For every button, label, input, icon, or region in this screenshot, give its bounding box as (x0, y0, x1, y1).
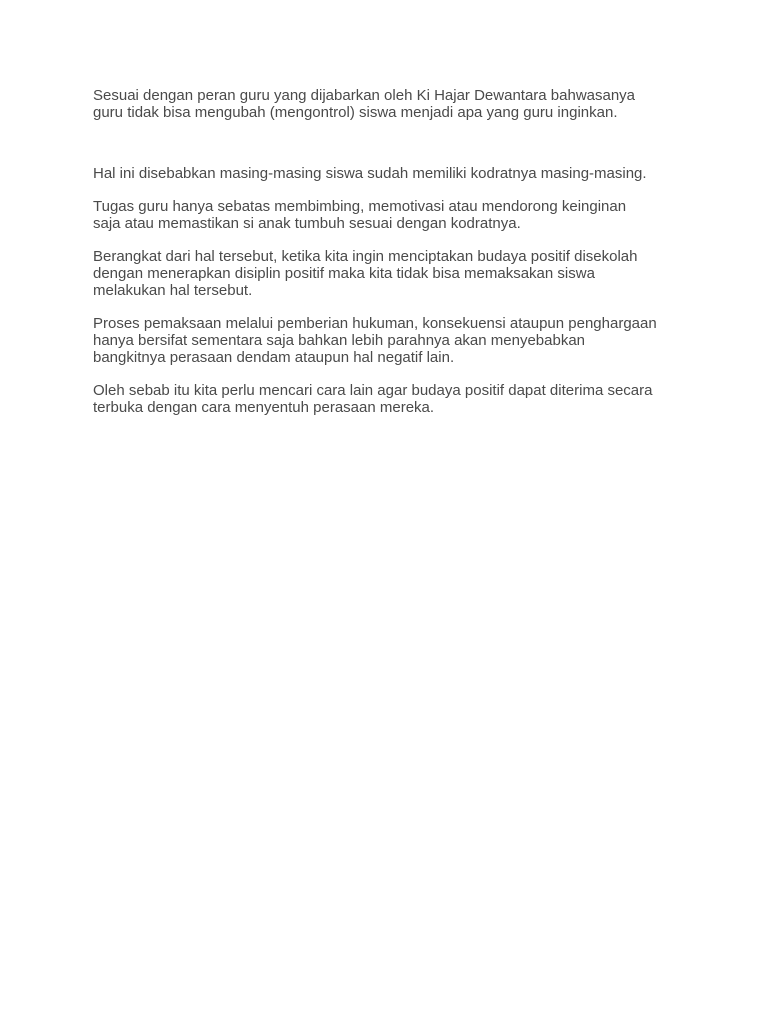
paragraph-6 (93, 382, 683, 416)
paragraph-line: hanya bersifat sementara saja bahkan lebih parahnya akan menyebabkan (93, 332, 585, 349)
paragraph-line: bangkitnya perasaan dendam ataupun hal negatif lain. (93, 349, 455, 366)
paragraph-line: Proses pemaksaan melalui pemberian hukuman, konsekuensi ataupun penghargaan (93, 315, 657, 332)
paragraph-line: saja atau memastikan si anak tumbuh sesuai dengan kodratnya. (93, 215, 521, 232)
document-body (93, 87, 683, 416)
paragraph-line: terbuka dengan cara menyentuh perasaan mereka. (93, 399, 435, 416)
paragraph-5 (93, 315, 683, 366)
paragraph-line: Oleh sebab itu kita perlu mencari cara lain agar budaya positif dapat diterima secara (93, 382, 653, 399)
paragraph-line: Hal ini disebabkan masing-masing siswa sudah memiliki kodratnya masing-masing. (93, 165, 647, 182)
paragraph-line: Tugas guru hanya sebatas membimbing, memotivasi atau mendorong keinginan (93, 198, 627, 215)
paragraph-line: dengan menerapkan disiplin positif maka kita tidak bisa memaksakan siswa (93, 265, 595, 282)
paragraph-3 (93, 198, 683, 232)
paragraph-line: Berangkat dari hal tersebut, ketika kita ingin menciptakan budaya positif disekolah (93, 248, 638, 265)
paragraph-line: guru tidak bisa mengubah (mengontrol) siswa menjadi apa yang guru inginkan. (93, 104, 618, 121)
paragraph-line: melakukan hal tersebut. (93, 282, 253, 299)
paragraph-2 (93, 165, 683, 182)
paragraph-4 (93, 248, 683, 299)
paragraph-line: Sesuai dengan peran guru yang dijabarkan oleh Ki Hajar Dewantara bahwasanya (93, 87, 636, 104)
paragraph-1 (93, 87, 683, 121)
